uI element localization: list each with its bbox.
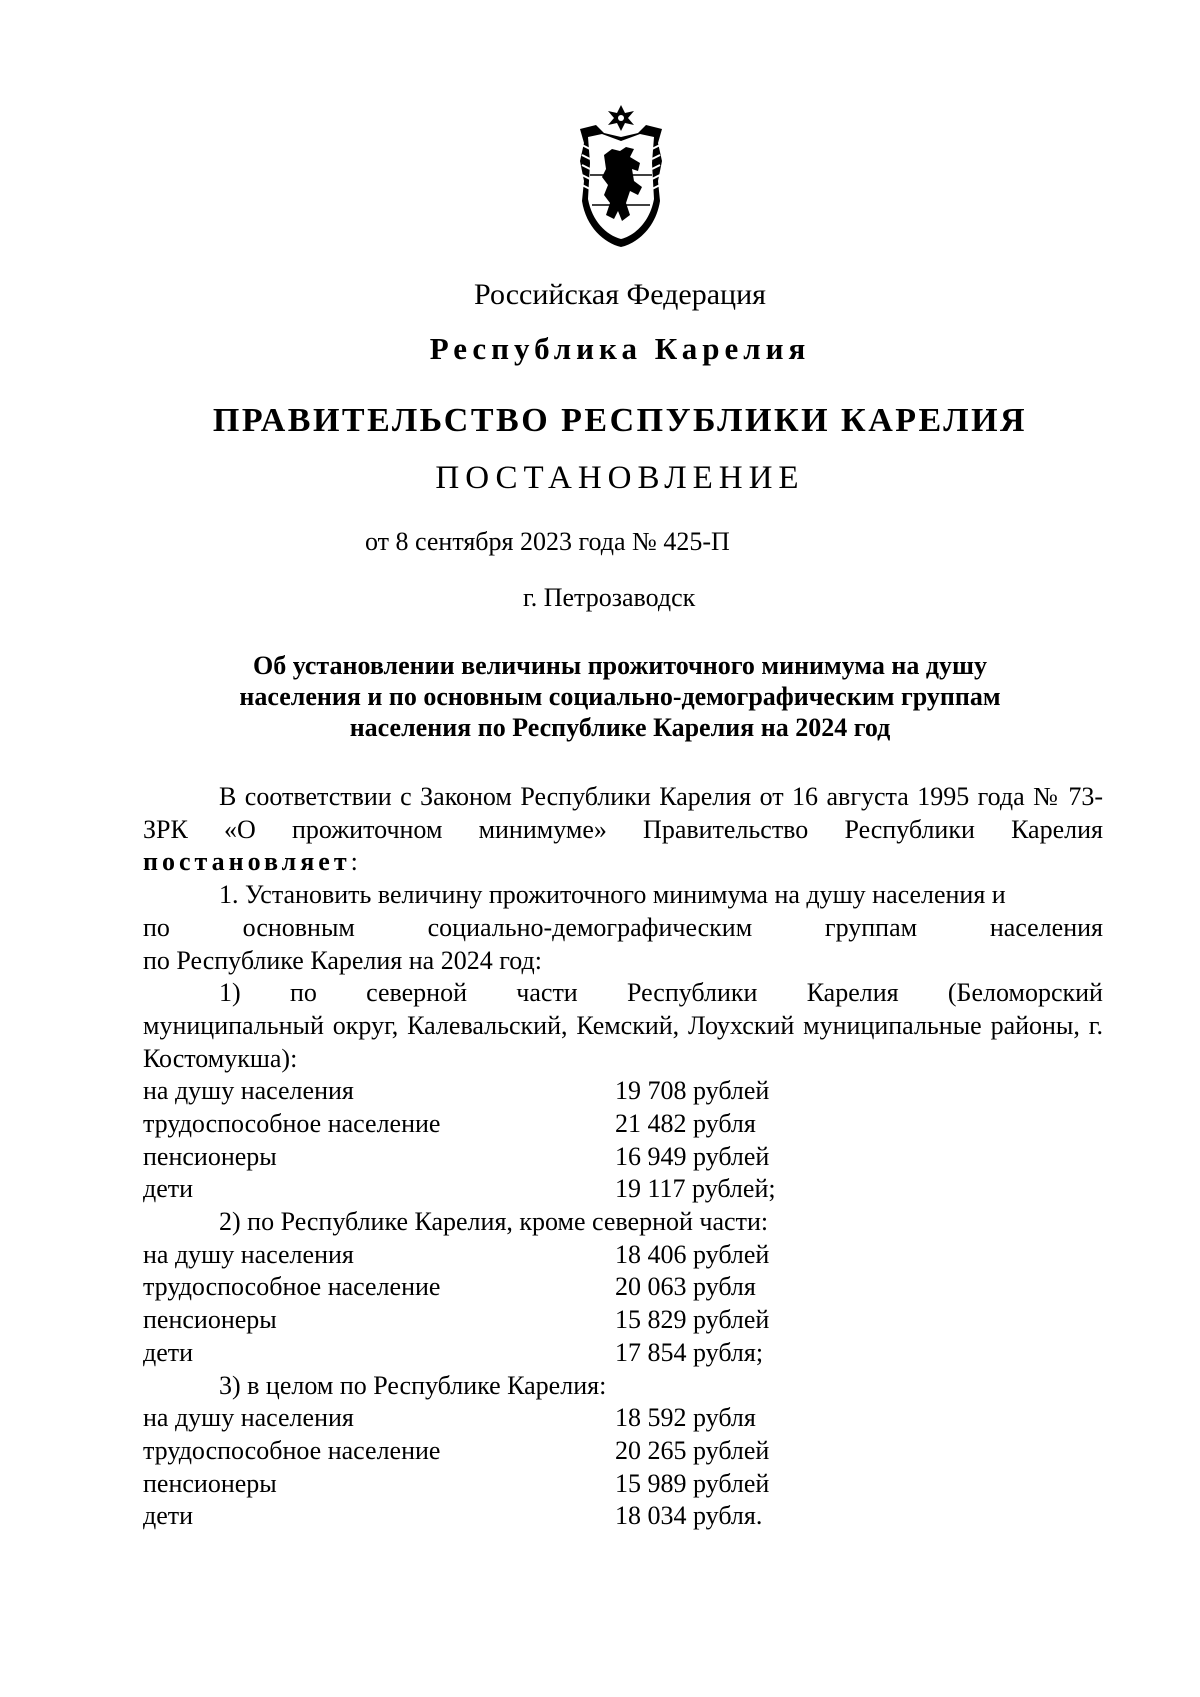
country-name: Российская Федерация: [474, 278, 766, 311]
preamble-emphasis: постановляет: [143, 847, 351, 877]
table-row: [143, 1271, 1103, 1304]
table-row: [143, 1141, 1103, 1174]
table-row: [143, 1173, 1103, 1206]
document-date-number: от 8 сентября 2023 года № 425-П: [365, 527, 730, 556]
preamble-end: :: [350, 847, 358, 877]
row-value: 21 482 рубля: [615, 1109, 756, 1139]
north-heading-word: по: [289, 978, 317, 1008]
rest-heading: 2) по Республике Карелия, кроме северной части:: [219, 1207, 769, 1237]
item1-word: населения: [989, 912, 1103, 942]
row-value: 15 829 рублей: [615, 1305, 770, 1335]
document-type: ПОСТАНОВЛЕНИЕ: [435, 460, 805, 496]
row-value: 16 949 рублей: [615, 1141, 770, 1171]
table-row: [143, 1304, 1103, 1337]
table-row: [143, 1468, 1103, 1501]
whole-heading: 3) в целом по Республике Карелия:: [219, 1370, 607, 1400]
row-value: 17 854 рубля;: [615, 1337, 764, 1367]
north-heading-word: Карелия: [806, 978, 899, 1008]
table-row: [143, 1402, 1103, 1435]
table-row: [143, 1108, 1103, 1141]
karelia-coat-of-arms-icon: [568, 103, 674, 249]
item1-line: 1. Установить величину прожиточного минимума на душу населения и: [219, 880, 1006, 910]
document-city: г. Петрозаводск: [523, 583, 696, 612]
north-heading-line: [143, 977, 1103, 1010]
north-heading-word: 1): [219, 978, 241, 1008]
row-label: пенсионеры: [143, 1468, 277, 1498]
item1-line: по Республике Карелия на 2024 год:: [143, 945, 542, 975]
table-row: [143, 1337, 1103, 1370]
document-body: [143, 781, 1103, 1533]
government-name: ПРАВИТЕЛЬСТВО РЕСПУБЛИКИ КАРЕЛИЯ: [212, 402, 1028, 439]
row-label: пенсионеры: [143, 1305, 277, 1335]
row-label: трудоспособное население: [143, 1435, 441, 1465]
title-line: Об установлении величины прожиточного минимума на душу: [252, 651, 988, 680]
row-label: дети: [143, 1501, 194, 1531]
north-heading-word: Республики: [626, 978, 758, 1008]
row-value: 18 034 рубля.: [615, 1501, 763, 1531]
preamble-text: В соответствии с Законом Республики Карелия от 16 августа 1995 года № 73-ЗРК «О прожиточном минимуме» Правительство Республики Карелия: [143, 782, 1103, 844]
row-label: трудоспособное население: [143, 1109, 441, 1139]
item1-justified-line: [143, 912, 1103, 945]
row-value: 19 117 рублей;: [615, 1174, 776, 1204]
row-value: 18 592 рубля: [615, 1403, 756, 1433]
north-heading-word: (Беломорский: [947, 978, 1103, 1008]
north-heading-word: части: [516, 978, 578, 1008]
item1-word: группам: [824, 912, 918, 942]
document-title: [150, 650, 1090, 743]
table-row: [143, 1075, 1103, 1108]
row-value: 20 063 рубля: [615, 1272, 756, 1302]
row-label: пенсионеры: [143, 1141, 277, 1171]
table-row: [143, 1239, 1103, 1272]
row-label: трудоспособное население: [143, 1272, 441, 1302]
row-value: 20 265 рублей: [615, 1435, 770, 1465]
row-value: 19 708 рублей: [615, 1076, 770, 1106]
row-label: на душу населения: [143, 1239, 354, 1269]
north-heading-word: северной: [366, 978, 468, 1008]
title-line: населения по Республике Карелия на 2024 год: [349, 713, 891, 742]
republic-name: Республика Карелия: [429, 331, 811, 366]
item1-word: по: [143, 912, 170, 942]
table-row: [143, 1500, 1103, 1533]
item1-word: социально-демографическим: [427, 912, 753, 942]
table-row: [143, 1435, 1103, 1468]
item1-word: основным: [242, 912, 355, 942]
preamble-paragraph: [143, 781, 1103, 879]
row-value: 15 989 рублей: [615, 1468, 770, 1498]
row-label: на душу населения: [143, 1403, 354, 1433]
row-value: 18 406 рублей: [615, 1239, 770, 1269]
title-line: населения и по основным социально-демографическим группам: [239, 682, 1001, 711]
row-label: дети: [143, 1174, 194, 1204]
row-label: на душу населения: [143, 1076, 354, 1106]
north-heading-rest: муниципальный округ, Калевальский, Кемский, Лоухский муниципальные районы, г. Костомукша):: [143, 1010, 1103, 1073]
row-label: дети: [143, 1337, 194, 1367]
